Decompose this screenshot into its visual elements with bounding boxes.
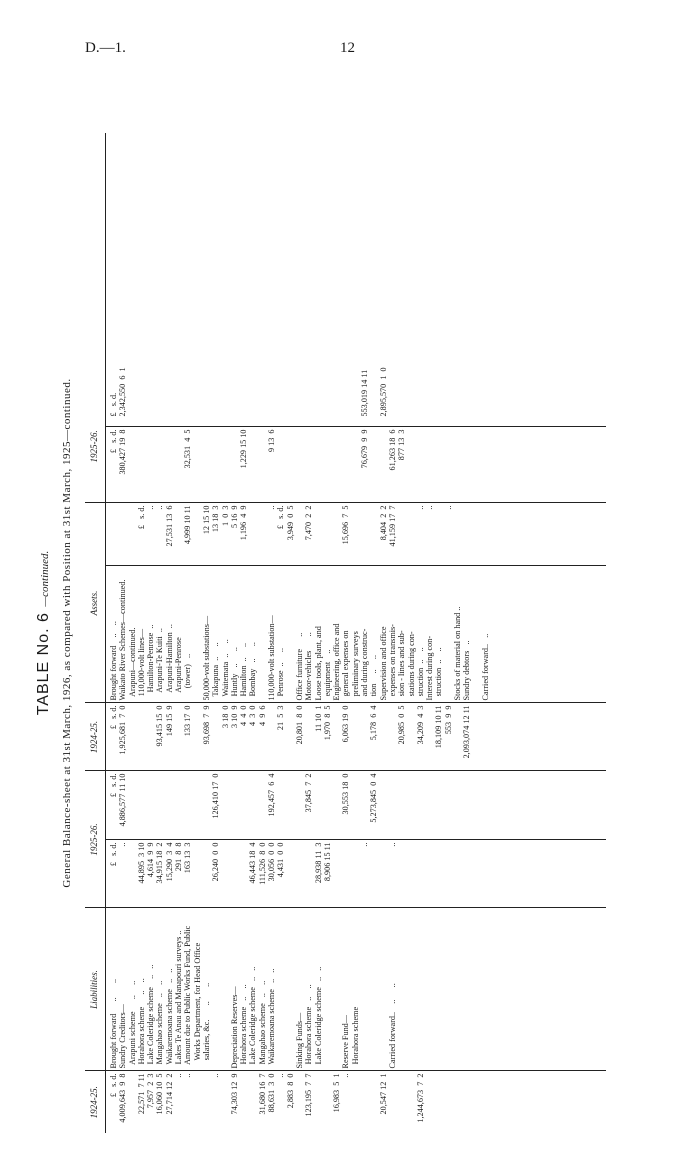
table-title: TABLE No. 6 —continued. <box>35 550 52 716</box>
col-liabilities: Liabilities. <box>85 908 106 1071</box>
assets-prev-values: £ s. d. 1,925,681 7 0 93,415 15 0 149 15 9 133 17 0 93,698 7 9 3 18 0 3 10 9 4 4 0 4 3 0 4 9 6 21 5 3 20,801 8 0 11 10 1 1,970 8 5 6,063 19 0 5,178 6 4 20,985 0 5 34,209 4 3 18,109 10 11 553 9 9 2,093,074 12 11 <box>106 703 606 771</box>
rotated-balance-sheet <box>25 133 700 1133</box>
table-title-continued: —continued. <box>39 550 51 607</box>
col-cur-year-assets: 1925-26. <box>85 133 106 503</box>
col-prev-year-liabilities: 1924-25. <box>85 1071 106 1133</box>
assets-cur-totals: £ s. d. 2,342,550 6 1 553,019 14 11 2,895,570 1 0 <box>106 133 606 427</box>
page-number: 12 <box>340 40 355 56</box>
liab-subtotals: £ s. d. .. 44,895 3 10 4,614 9 9 34,915 18 2 15,290 3 4 291 8 8 163 13 3 26,240 0 0 46,443 18 4 111,526 8 0 30,056 0 0 4,431 0 0 28,938 11 3 8,906 15 11 .. .. <box>106 840 606 908</box>
liab-descriptions: Brought forward .. .. Sundry Creditors— Arapuni scheme .. .. Horahora scheme .. .. Lake Coleridge scheme .. .. Mangahao scheme .. .. Waikaremoana scheme .. .. Lakes Te Anau and Manapouri surveys .. Amount due to Public Works Fund, Public Works Department, for Head Office salaries, &c. .. .. Depreciation Reserves— Horahora scheme .. .. Lake Coleridge scheme .. .. Mangahao scheme .. .. Waikaremoana scheme .. .. Sinking Funds— Horahora scheme .. .. Lake Coleridge scheme .. .. Reserve Fund— Horahora scheme Carried forward.. .. .. <box>106 908 606 1071</box>
col-cur-year-liabilities: 1925-26. <box>85 771 106 908</box>
assets-mid-totals: £ s. d. 380,427 19 8 32,531 4 5 1,229 15 10 9 13 6 76,679 9 9 61,263 18 6 877 13 3 <box>106 427 606 503</box>
table-subtitle: General Balance-sheet at 31st March, 1926, as compared with Position at 31st March, 1925—continued. <box>61 378 73 888</box>
assets-descriptions: Brought forward .. .. Waikato River Schemes—continued. Arapuni—continued. 110,000-volt lines— Hamilton-Penrose .. Arapuni-Te Kuiti .. Arapuni-Hamilton .. Arapuni-Penrose (tower) .. 50,000-volt substations— Takapuna .. .. Waitemata .. .. Huntly .. .. Hamilton .. .. Bombay .. .. 110,000-volt substation— Penrose .. .. Office furniture .. Motor-vehicles .. Loose tools, plant, and equipment .. Engineering, office and general expenses on preliminary surveys and during construc- tion .. .. Supervision and office expenses on transmis- sion - lines and sub- stations during con- struction .. .. Interest during con- struction .. .. Stocks of material on hand .. Sundry debtors .. Carried forward.. .. <box>106 566 606 703</box>
page-code: D.—1. <box>85 40 126 56</box>
balance-sheet-table <box>85 133 606 1133</box>
liab-prev-values: £ s. d. 4,009,643 9 8 22,571 7 11 7,957 2 3 16,060 10 5 27,714 12 2 .. .. .. 74,303 12 9 31,680 16 7 88,631 3 0 .. 2,883 8 0 123,195 7 7 16,983 5 1 .. 20,547 12 1 1,244,673 7 2 <box>109 1073 425 1123</box>
assets-subtotals: £ s. d. .. .. 27,531 13 6 4,999 10 11 12 15 10 13 18 3 1 0 3 5 16 9 1,196 4 9 .. £ s. d. 3,949 0 5 7,470 2 2 15,696 7 5 8,404 2 2 41,159 17 7 .. .. .. <box>106 503 606 566</box>
col-prev-year-assets: 1924-25. <box>85 703 106 771</box>
col-assets: Assets. <box>85 503 106 703</box>
liab-cur-totals: £ s. d. 4,886,577 11 10 126,410 17 0 192,457 6 4 37,845 7 2 30,553 18 0 5,273,845 0 4 <box>106 771 606 840</box>
